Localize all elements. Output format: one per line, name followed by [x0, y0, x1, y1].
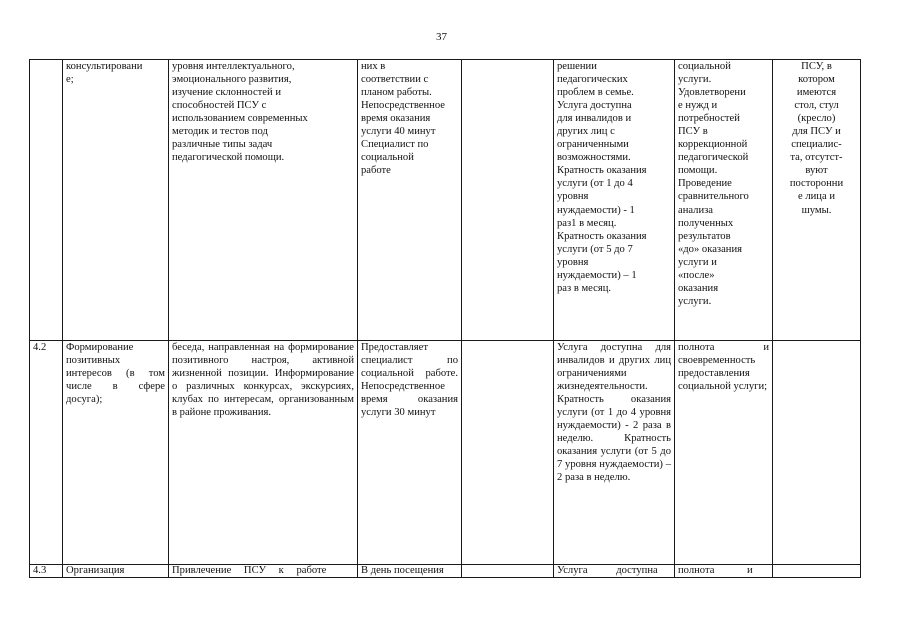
cell-terms: Предоставляет специалист по социальной работе. Непосредственное время оказания услуги 30 минут: [358, 341, 462, 565]
cell-quality: полнота и: [675, 565, 773, 578]
cell-service-name: консультировани е;: [63, 60, 169, 341]
table-row: [30, 341, 861, 565]
table-row: [30, 565, 861, 578]
cell-quality: социальной услуги. Удовлетворени е нужд и потребностей ПСУ в коррекционной педагогической помощи. Проведение сравнительного анализа полученных результатов «до» оказания услуги и «после» оказания услуги.: [675, 60, 773, 341]
page-number: 37: [436, 31, 447, 43]
cell-description: беседа, направленная на формирование позитивного настроя, активной жизненной позиции. Информирование о различных конкурсах, экскурсиях, клубах по интересам, организованным в районе проживания.: [169, 341, 358, 565]
cell-price: [462, 565, 554, 578]
cell-quality: полнота и своевременность предоставления социальной услуги;: [675, 341, 773, 565]
cell-description: Привлечение ПСУ к работе: [169, 565, 358, 578]
cell-price: [462, 341, 554, 565]
cell-number: 4.3: [30, 565, 63, 578]
cell-number: 4.2: [30, 341, 63, 565]
cell-volume: Услуга доступна для инвалидов и других лиц ограничениями жизнедеятельности. Кратность оказания услуги (от 1 до 4 уровня нуждаемости) - 2 раза в неделю. Кратность оказания услуги (от 5 до 7 уровня нуждаемости) – 2 раза в неделю.: [554, 341, 675, 565]
cell-description: уровня интеллектуального, эмоционального развития, изучение склонностей и способностей ПСУ с использованием современных методик и тестов под различные типы задач педагогической помощи.: [169, 60, 358, 341]
cell-volume: решении педагогических проблем в семье. Услуга доступна для инвалидов и других лиц с ограниченными возможностями. Кратность оказания услуги (от 1 до 4 уровня нуждаемости) - 1 раз1 в месяц. Кратность оказания услуги (от 5 до 7 уровня нуждаемости) – 1 раз в месяц.: [554, 60, 675, 341]
cell-service-name: Организация: [63, 565, 169, 578]
cell-price: [462, 60, 554, 341]
cell-volume: Услуга доступна: [554, 565, 675, 578]
cell-number: [30, 60, 63, 341]
table-row: [30, 60, 861, 341]
cell-service-name: Формирование позитивных интересов (в том числе в сфере досуга);: [63, 341, 169, 565]
cell-terms: них в соответствии с планом работы. Непосредственное время оказания услуги 40 минут Специалист по социальной работе: [358, 60, 462, 341]
cell-terms: В день посещения: [358, 565, 462, 578]
cell-conditions: [773, 341, 861, 565]
services-table: [29, 59, 861, 578]
cell-conditions: ПСУ, в котором имеются стол, стул (кресло) для ПСУ и специалис- та, отсутст- вуют посторонни е лица и шумы.: [773, 60, 861, 341]
cell-conditions: [773, 565, 861, 578]
